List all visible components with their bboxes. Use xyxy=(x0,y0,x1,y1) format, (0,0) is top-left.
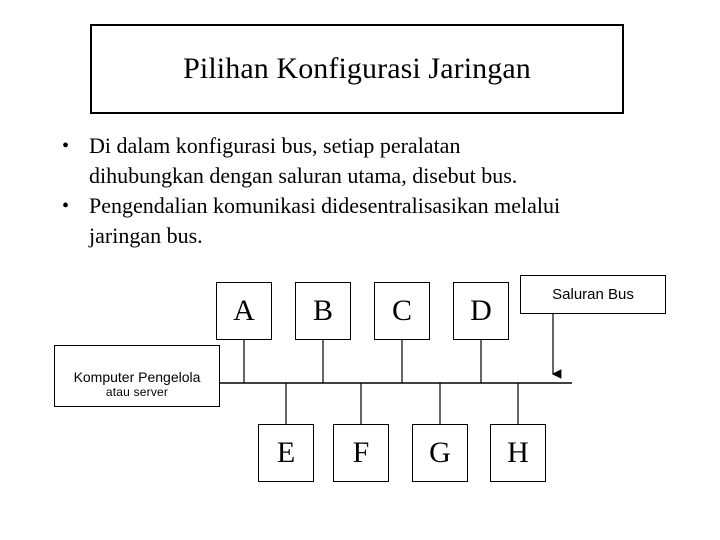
node-label: F xyxy=(352,436,370,469)
bus-label-box xyxy=(520,275,666,314)
bullet-marker: • xyxy=(62,195,70,217)
bullet-text-line: jaringan bus. xyxy=(89,223,203,248)
bullet-item-2 xyxy=(62,191,702,251)
bullet-text-line: Pengendalian komunikasi didesentralisasikan melalui xyxy=(89,193,561,218)
server-label: Komputer Pengelola xyxy=(73,369,201,385)
node-g xyxy=(412,424,468,482)
node-d xyxy=(453,282,509,340)
node-f xyxy=(333,424,389,482)
node-label: A xyxy=(233,294,255,327)
node-label: H xyxy=(507,436,529,469)
bullet-marker: • xyxy=(62,135,70,157)
server-sublabel: atau server xyxy=(105,385,169,399)
server-box xyxy=(54,345,220,407)
node-a xyxy=(216,282,272,340)
node-e xyxy=(258,424,314,482)
node-label: D xyxy=(470,294,492,327)
bullet-text-line: dihubungkan dengan saluran utama, disebut bus. xyxy=(89,163,518,188)
bullet-item-1 xyxy=(62,131,702,191)
node-label: G xyxy=(429,436,451,469)
bullet-list xyxy=(62,131,702,251)
bus-label: Saluran Bus xyxy=(552,286,634,303)
node-c xyxy=(374,282,430,340)
node-label: C xyxy=(391,294,412,327)
node-h xyxy=(490,424,546,482)
node-label: E xyxy=(276,436,296,469)
node-b xyxy=(295,282,351,340)
bullet-text-line: Di dalam konfigurasi bus, setiap peralatan xyxy=(89,133,461,158)
slide-title: Pilihan Konfigurasi Jaringan xyxy=(183,52,531,85)
node-label: B xyxy=(312,294,333,327)
title-box xyxy=(90,24,624,114)
